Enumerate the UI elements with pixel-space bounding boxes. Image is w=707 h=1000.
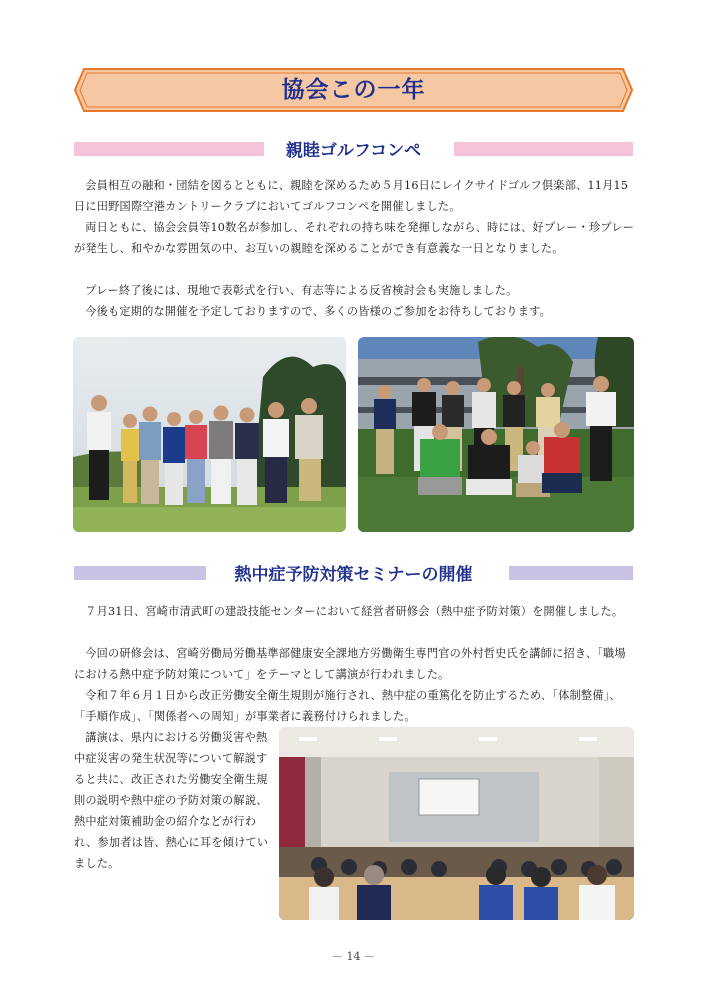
seminar-photo [279, 727, 634, 920]
golf-heading-text: 親睦ゴルフコンペ [285, 141, 422, 161]
golf-paragraph-4: 今後も定期的な開催を予定しておりますので、多くの皆様のご参加をお待ちしております。 [85, 305, 551, 318]
golf-photo-group-standing [73, 337, 346, 532]
golf-section-heading [74, 138, 633, 160]
seminar-paragraph-4: 講演は、県内における労働災害や熱中症災害の発生状況等について解説すると共に、改正された労働安全衛生規則の説明や熱中症の予防対策の解説、熱中症対策補助金の紹介などが行われ、参加者は皆、熱心に耳を傾けていました。 [74, 731, 269, 870]
golf-paragraph-1: 会員相互の融和・団結を図るとともに、親睦を深めるため５月16日にレイクサイドゴルフ倶楽部、11月15日に田野国際空港カントリークラブにおいてゴルフコンペを開催しました。 [74, 179, 629, 213]
seminar-paragraph-2: 今回の研修会は、宮崎労働局労働基準部健康安全課地方労働衛生専門官の外村哲史氏を講師に招き、「職場における熱中症予防対策について」をテーマとして講演が行われました。 [74, 647, 626, 681]
golf-paragraph-3: プレー終了後には、現地で表彰式を行い、有志等による反省検討会も実施しました。 [85, 284, 518, 297]
page-title: 協会この一年 [281, 77, 426, 103]
title-banner [74, 68, 633, 112]
seminar-paragraph-1: ７月31日、宮崎市清武町の建設技能センターにおいて経営者研修会（熱中症予防対策）を開催しました。 [85, 605, 624, 618]
seminar-section-heading [74, 562, 633, 584]
seminar-paragraph-3: 令和７年６月１日から改正労働安全衛生規則が施行され、熱中症の重篤化を防止するため、「体制整備」、「手順作成」、「関係者への周知」が事業者に義務付けられました。 [74, 689, 621, 723]
seminar-heading-text: 熱中症予防対策セミナーの開催 [234, 565, 473, 585]
golf-photo-group-clubhouse [358, 337, 634, 532]
golf-paragraph-2: 両日ともに、協会会員等10数名が参加し、それぞれの持ち味を発揮しながら、時には、好プレー・珍プレーが発生し、和やかな雰囲気の中、お互いの親睦を深めることができ有意義な一日となりました。 [74, 221, 635, 255]
page-number: － 14 － [332, 950, 375, 963]
